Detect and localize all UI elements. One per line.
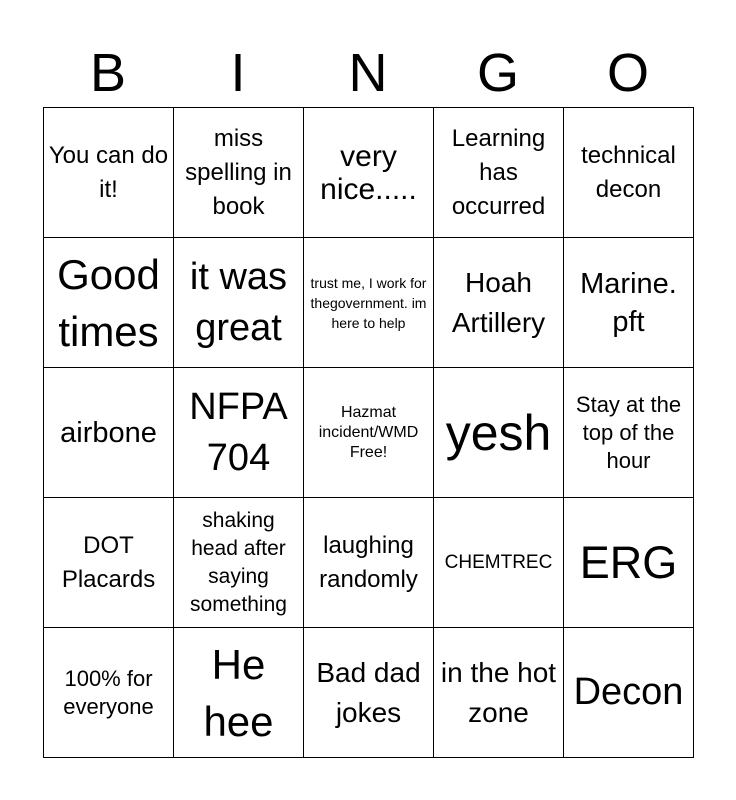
cell-label: technical decon — [581, 141, 676, 203]
cell-label: 100% for everyone — [63, 665, 154, 719]
cell-label: NFPA 704 — [189, 385, 288, 479]
cell-label: it was great — [189, 255, 288, 349]
bingo-cell[interactable] — [44, 368, 174, 498]
bingo-cell[interactable] — [174, 498, 304, 628]
bingo-cell[interactable] — [434, 368, 564, 498]
bingo-cell[interactable] — [434, 108, 564, 238]
cell-label: very nice..... — [320, 139, 417, 206]
cell-label: Hazmat incident/WMD Free! — [318, 403, 419, 461]
bingo-cell[interactable] — [564, 108, 694, 238]
bingo-cell[interactable] — [304, 498, 434, 628]
bingo-cell[interactable] — [304, 108, 434, 238]
cell-label: He hee — [203, 640, 274, 745]
bingo-cell[interactable] — [44, 238, 174, 368]
cell-label: Hoah Artillery — [451, 266, 546, 338]
header-letter-g: G — [476, 43, 519, 103]
cell-label: laughing randomly — [319, 531, 418, 593]
bingo-cell[interactable] — [174, 628, 304, 758]
cell-label: Good times — [57, 250, 160, 355]
bingo-cell[interactable] — [564, 628, 694, 758]
cell-label: airbone — [60, 416, 157, 449]
bingo-cell[interactable] — [564, 238, 694, 368]
bingo-cell[interactable] — [304, 368, 434, 498]
cell-label: yesh — [445, 404, 552, 461]
cell-label: Decon — [573, 671, 684, 713]
bingo-cell[interactable] — [564, 368, 694, 498]
header-letter-o: O — [606, 43, 649, 103]
bingo-cell[interactable] — [434, 238, 564, 368]
bingo-cell[interactable] — [304, 628, 434, 758]
cell-label: ERG — [579, 537, 678, 588]
bingo-cell[interactable] — [44, 628, 174, 758]
bingo-header — [43, 40, 693, 106]
cell-label: shaking head after saying something — [190, 508, 287, 616]
bingo-cell[interactable] — [564, 498, 694, 628]
cell-label: Bad dad jokes — [316, 656, 421, 728]
header-letter-n: N — [348, 43, 388, 103]
cell-label: trust me, I work for thegovernment. im here to help — [310, 274, 427, 331]
bingo-cell[interactable] — [174, 368, 304, 498]
cell-label: in the hot zone — [440, 656, 557, 728]
bingo-cell[interactable] — [174, 238, 304, 368]
cell-label: CHEMTREC — [444, 552, 553, 573]
bingo-cell[interactable] — [44, 498, 174, 628]
bingo-cell[interactable] — [44, 108, 174, 238]
bingo-cell[interactable] — [304, 238, 434, 368]
header-letter-b: B — [89, 43, 127, 103]
cell-label: Marine. pft — [580, 267, 677, 338]
cell-label: Learning has occurred — [451, 124, 546, 220]
cell-label: Stay at the top of the hour — [575, 391, 682, 473]
bingo-card-grid — [43, 107, 694, 758]
header-letter-i: I — [230, 43, 246, 103]
cell-label: miss spelling in book — [185, 124, 292, 220]
bingo-cell[interactable] — [174, 108, 304, 238]
cell-label: DOT Placards — [61, 531, 156, 593]
bingo-cell[interactable] — [434, 628, 564, 758]
cell-label: You can do it! — [48, 141, 169, 203]
bingo-cell[interactable] — [434, 498, 564, 628]
